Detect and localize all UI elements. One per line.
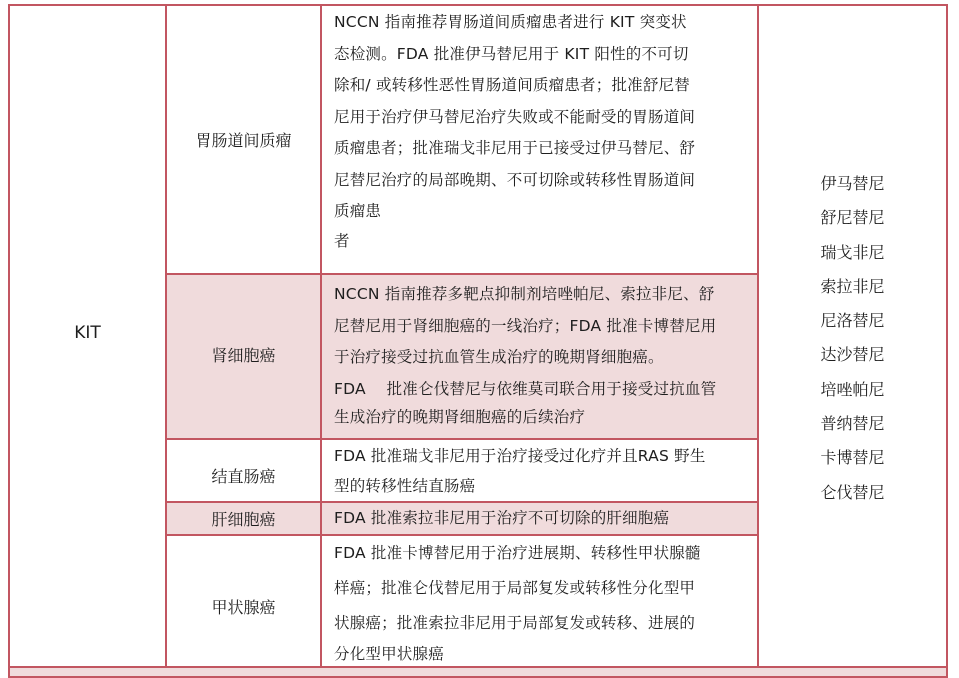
description-cell-thyroid: [320, 534, 759, 668]
next-row-strip: [8, 666, 948, 678]
description-line: 态检测。FDA 批准伊马替尼用于 KIT 阳性的不可切: [334, 44, 689, 63]
description-line: 除和/ 或转移性恶性胃肠道间质瘤患者；批准舒尼替: [334, 76, 690, 94]
description-line: 状腺癌；批准索拉非尼用于局部复发或转移、进展的: [334, 614, 696, 632]
description-line: 型的转移性结直肠癌: [334, 477, 476, 495]
description-line: 尼替尼治疗的局部晚期、不可切除或转移性胃肠道间: [334, 170, 696, 189]
drug-item: 达沙替尼: [820, 345, 885, 365]
cancer-cell-thyroid: [165, 534, 322, 668]
description-cell-renal: [320, 273, 759, 440]
drug-item: 舒尼替尼: [820, 208, 885, 228]
description-line: 质瘤患者；批准瑞戈非尼用于已接受过伊马替尼、舒: [334, 139, 696, 157]
drug-list: [759, 167, 946, 510]
description-cell-gist: [320, 4, 759, 275]
description-line: 尼用于治疗伊马替尼治疗失败或不能耐受的胃肠道间: [334, 107, 696, 126]
description-line: 样癌；批准仑伐替尼用于局部复发或转移性分化型甲: [334, 579, 696, 597]
description-line: 者: [334, 231, 350, 250]
drug-item: 伊马替尼: [820, 174, 885, 193]
drug-item: 卡博替尼: [820, 448, 885, 468]
description-line: 质瘤患: [334, 202, 382, 220]
drug-item: 索拉非尼: [820, 276, 885, 296]
cancer-cell-renal: [165, 273, 322, 440]
drug-item: 尼洛替尼: [820, 311, 885, 331]
description-line: 生成治疗的晚期肾细胞癌的后续治疗: [334, 407, 586, 426]
drug-item: 仑伐替尼: [820, 482, 885, 502]
description-line: 分化型甲状腺癌: [334, 645, 444, 663]
drug-item: 普纳替尼: [820, 414, 885, 434]
drug-item: 瑞戈非尼: [820, 242, 885, 262]
description-cell-colorectal: [320, 438, 759, 503]
drugs-cell: [757, 4, 948, 668]
description-line: NCCN 指南推荐多靶点抑制剂培唑帕尼、索拉非尼、舒: [334, 285, 715, 303]
description-line: FDA 批准仑伐替尼与依维莫司联合用于接受过抗血管: [334, 379, 717, 398]
description-line: FDA 批准瑞戈非尼用于治疗接受过化疗并且RAS 野生: [334, 447, 706, 465]
cancer-label: 甲状腺癌: [211, 597, 276, 617]
cancer-label: 肾细胞癌: [211, 346, 276, 365]
description-line: 尼替尼用于肾细胞癌的一线治疗；FDA 批准卡博替尼用: [334, 316, 717, 335]
description-line: FDA 批准索拉非尼用于治疗不可切除的肝细胞癌: [334, 509, 670, 527]
description-line: NCCN 指南推荐胃肠道间质瘤患者进行 KIT 突变状: [334, 13, 687, 31]
gene-cell: [8, 4, 167, 673]
cancer-cell-gist: [165, 4, 322, 275]
cancer-label: 肝细胞癌: [211, 510, 276, 529]
description-line: FDA 批准卡博替尼用于治疗进展期、转移性甲状腺髓: [334, 544, 701, 562]
cancer-label: 胃肠道间质瘤: [195, 131, 292, 150]
description-cell-liver: [320, 501, 759, 536]
description-line: 于治疗接受过抗血管生成治疗的晚期肾细胞癌。: [334, 348, 664, 366]
gene-label: KIT: [74, 323, 101, 343]
cancer-cell-liver: [165, 501, 322, 536]
cancer-label: 结直肠癌: [211, 467, 276, 486]
drug-item: 培唑帕尼: [820, 379, 885, 399]
cancer-cell-colorectal: [165, 438, 322, 503]
